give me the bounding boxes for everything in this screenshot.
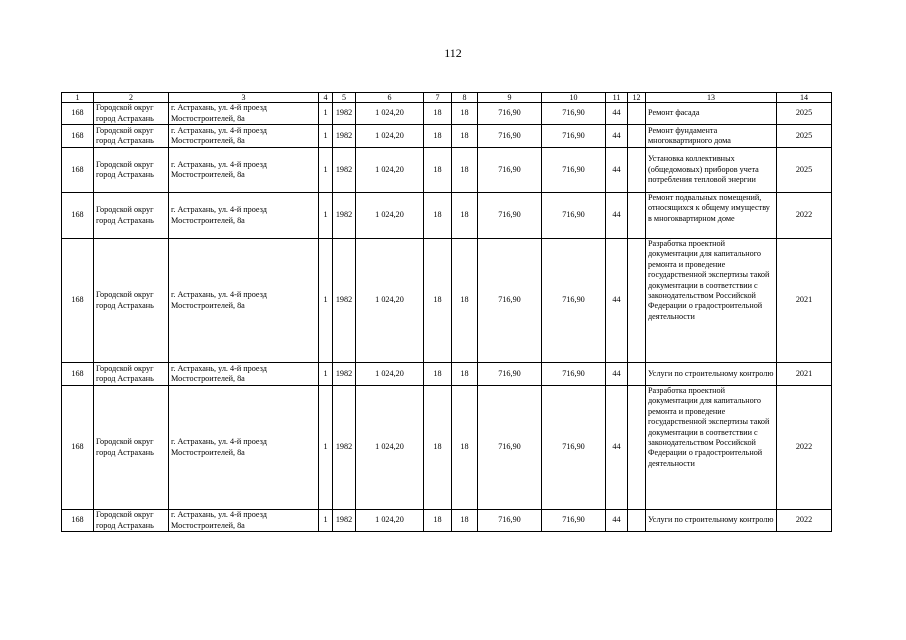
cell-col4: 1 <box>319 103 333 125</box>
cell-plan-year: 2025 <box>777 125 832 148</box>
cell-year-built: 1982 <box>333 363 356 386</box>
cell-plan-year: 2022 <box>777 193 832 239</box>
table-row <box>62 125 832 148</box>
cell-plan-year: 2021 <box>777 363 832 386</box>
cell-number: 168 <box>62 510 94 532</box>
cell-col9: 716,90 <box>478 193 542 239</box>
cell-year-built: 1982 <box>333 386 356 510</box>
cell-municipality: Городской округ город Астрахань <box>94 103 169 125</box>
cell-col11: 44 <box>606 193 628 239</box>
cell-col4: 1 <box>319 510 333 532</box>
cell-col10: 716,90 <box>542 103 606 125</box>
cell-address: г. Астрахань, ул. 4-й проезд Мостостроителей, 8а <box>169 510 319 532</box>
column-header: 11 <box>606 93 628 103</box>
cell-number: 168 <box>62 363 94 386</box>
cell-col8: 18 <box>452 363 478 386</box>
cell-col9: 716,90 <box>478 363 542 386</box>
cell-col12 <box>628 193 646 239</box>
cell-col11: 44 <box>606 125 628 148</box>
cell-col11: 44 <box>606 363 628 386</box>
cell-work-type: Ремонт фундамента многоквартирного дома <box>646 125 777 148</box>
cell-year-built: 1982 <box>333 125 356 148</box>
column-header: 14 <box>777 93 832 103</box>
cell-address: г. Астрахань, ул. 4-й проезд Мостостроителей, 8а <box>169 125 319 148</box>
cell-col7: 18 <box>424 125 452 148</box>
cell-col11: 44 <box>606 239 628 363</box>
cell-col8: 18 <box>452 386 478 510</box>
cell-number: 168 <box>62 239 94 363</box>
cell-municipality: Городской округ город Астрахань <box>94 125 169 148</box>
cell-col9: 716,90 <box>478 125 542 148</box>
cell-col8: 18 <box>452 510 478 532</box>
cell-total-area: 1 024,20 <box>356 239 424 363</box>
cell-col7: 18 <box>424 363 452 386</box>
column-header: 4 <box>319 93 333 103</box>
column-header: 10 <box>542 93 606 103</box>
cell-number: 168 <box>62 125 94 148</box>
column-header: 1 <box>62 93 94 103</box>
cell-year-built: 1982 <box>333 103 356 125</box>
cell-municipality: Городской округ город Астрахань <box>94 386 169 510</box>
cell-address: г. Астрахань, ул. 4-й проезд Мостостроителей, 8а <box>169 103 319 125</box>
cell-number: 168 <box>62 148 94 193</box>
table-row <box>62 363 832 386</box>
cell-col12 <box>628 510 646 532</box>
cell-col10: 716,90 <box>542 148 606 193</box>
cell-col4: 1 <box>319 363 333 386</box>
cell-col8: 18 <box>452 125 478 148</box>
table-row <box>62 510 832 532</box>
cell-year-built: 1982 <box>333 193 356 239</box>
column-header: 9 <box>478 93 542 103</box>
cell-col12 <box>628 239 646 363</box>
cell-col7: 18 <box>424 386 452 510</box>
cell-col9: 716,90 <box>478 510 542 532</box>
cell-total-area: 1 024,20 <box>356 363 424 386</box>
cell-col11: 44 <box>606 386 628 510</box>
cell-col7: 18 <box>424 103 452 125</box>
cell-municipality: Городской округ город Астрахань <box>94 510 169 532</box>
cell-work-type: Разработка проектной документации для капитального ремонта и проведение государственной экспертизы такой документации в соответствии с законодательством Российской Федерации о градостроительной деятельности <box>646 386 777 510</box>
cell-year-built: 1982 <box>333 239 356 363</box>
cell-col11: 44 <box>606 103 628 125</box>
table-row <box>62 193 832 239</box>
table-row <box>62 103 832 125</box>
cell-municipality: Городской округ город Астрахань <box>94 363 169 386</box>
table-header <box>62 93 832 103</box>
cell-municipality: Городской округ город Астрахань <box>94 239 169 363</box>
cell-col10: 716,90 <box>542 239 606 363</box>
cell-number: 168 <box>62 103 94 125</box>
cell-address: г. Астрахань, ул. 4-й проезд Мостостроителей, 8а <box>169 148 319 193</box>
cell-col9: 716,90 <box>478 148 542 193</box>
table-row <box>62 239 832 363</box>
cell-col7: 18 <box>424 510 452 532</box>
column-number-row <box>62 93 832 103</box>
cell-col9: 716,90 <box>478 386 542 510</box>
cell-col7: 18 <box>424 193 452 239</box>
cell-work-type: Разработка проектной документации для капитального ремонта и проведение государственной экспертизы такой документации в соответствии с законодательством Российской Федерации о градостроительной деятельности <box>646 239 777 363</box>
cell-work-type: Установка коллективных (общедомовых) приборов учета потребления тепловой энергии <box>646 148 777 193</box>
cell-work-type: Услуги по строительному контролю <box>646 363 777 386</box>
column-header: 5 <box>333 93 356 103</box>
cell-col12 <box>628 386 646 510</box>
cell-year-built: 1982 <box>333 148 356 193</box>
cell-plan-year: 2021 <box>777 239 832 363</box>
table-row <box>62 148 832 193</box>
cell-total-area: 1 024,20 <box>356 148 424 193</box>
column-header: 12 <box>628 93 646 103</box>
cell-col4: 1 <box>319 125 333 148</box>
cell-col10: 716,90 <box>542 510 606 532</box>
cell-col4: 1 <box>319 239 333 363</box>
cell-col10: 716,90 <box>542 193 606 239</box>
column-header: 7 <box>424 93 452 103</box>
cell-total-area: 1 024,20 <box>356 193 424 239</box>
cell-col11: 44 <box>606 510 628 532</box>
cell-col12 <box>628 148 646 193</box>
cell-plan-year: 2022 <box>777 386 832 510</box>
cell-col10: 716,90 <box>542 363 606 386</box>
cell-col7: 18 <box>424 239 452 363</box>
column-header: 6 <box>356 93 424 103</box>
column-header: 2 <box>94 93 169 103</box>
cell-plan-year: 2025 <box>777 103 832 125</box>
cell-address: г. Астрахань, ул. 4-й проезд Мостостроителей, 8а <box>169 239 319 363</box>
cell-col8: 18 <box>452 103 478 125</box>
cell-col8: 18 <box>452 148 478 193</box>
cell-address: г. Астрахань, ул. 4-й проезд Мостостроителей, 8а <box>169 363 319 386</box>
cell-address: г. Астрахань, ул. 4-й проезд Мостостроителей, 8а <box>169 386 319 510</box>
cell-total-area: 1 024,20 <box>356 103 424 125</box>
cell-col10: 716,90 <box>542 125 606 148</box>
cell-col9: 716,90 <box>478 103 542 125</box>
cell-work-type: Ремонт фасада <box>646 103 777 125</box>
cell-total-area: 1 024,20 <box>356 510 424 532</box>
cell-municipality: Городской округ город Астрахань <box>94 193 169 239</box>
cell-work-type: Ремонт подвальных помещений, относящихся к общему имуществу в многоквартирном доме <box>646 193 777 239</box>
cell-work-type: Услуги по строительному контролю <box>646 510 777 532</box>
cell-plan-year: 2022 <box>777 510 832 532</box>
cell-year-built: 1982 <box>333 510 356 532</box>
cell-col7: 18 <box>424 148 452 193</box>
cell-total-area: 1 024,20 <box>356 125 424 148</box>
cell-municipality: Городской округ город Астрахань <box>94 148 169 193</box>
cell-address: г. Астрахань, ул. 4-й проезд Мостостроителей, 8а <box>169 193 319 239</box>
cell-col11: 44 <box>606 148 628 193</box>
cell-col8: 18 <box>452 239 478 363</box>
cell-col9: 716,90 <box>478 239 542 363</box>
column-header: 13 <box>646 93 777 103</box>
cell-col4: 1 <box>319 148 333 193</box>
cell-col4: 1 <box>319 386 333 510</box>
cell-col12 <box>628 363 646 386</box>
column-header: 3 <box>169 93 319 103</box>
cell-number: 168 <box>62 193 94 239</box>
column-header: 8 <box>452 93 478 103</box>
cell-col8: 18 <box>452 193 478 239</box>
cell-col10: 716,90 <box>542 386 606 510</box>
cell-col4: 1 <box>319 193 333 239</box>
table-row <box>62 386 832 510</box>
cell-plan-year: 2025 <box>777 148 832 193</box>
cell-total-area: 1 024,20 <box>356 386 424 510</box>
cell-number: 168 <box>62 386 94 510</box>
cell-col12 <box>628 125 646 148</box>
page-number: 112 <box>444 46 462 60</box>
repair-plan-table <box>61 92 832 532</box>
cell-col12 <box>628 103 646 125</box>
